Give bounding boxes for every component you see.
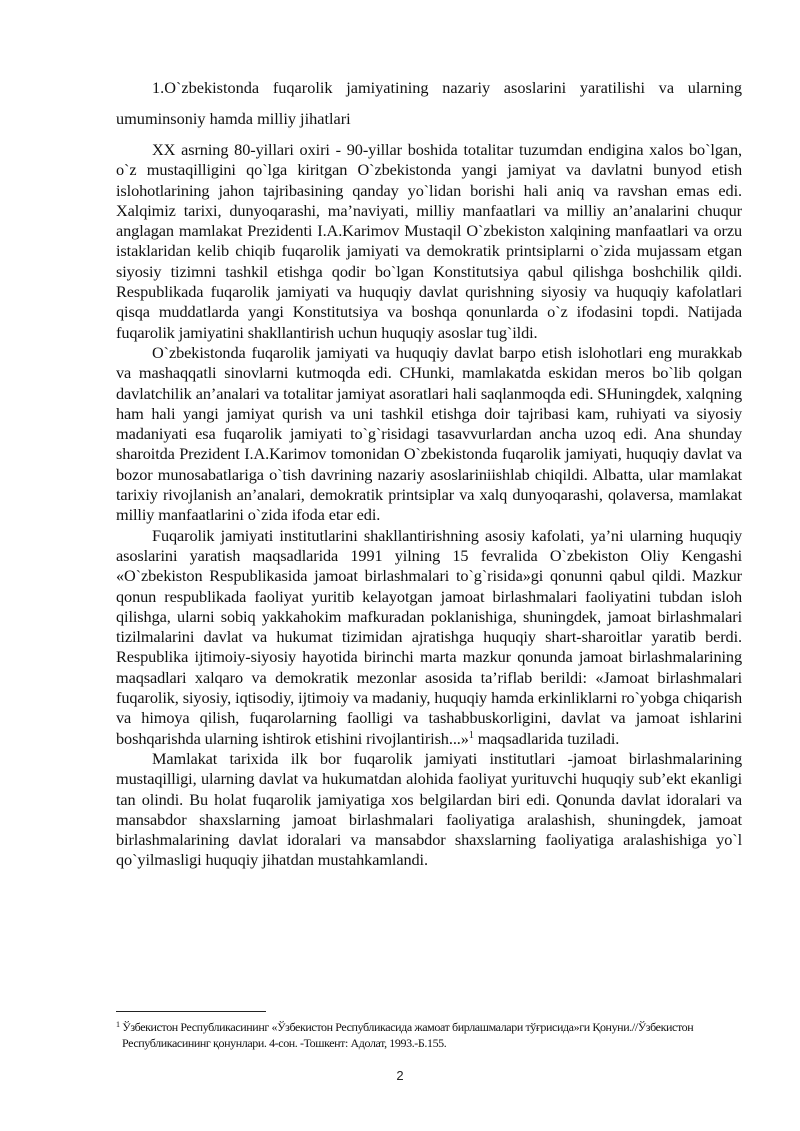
section-heading: 1.O`zbekistonda fuqarolik jamiyatining nazariy asoslarini yaratilishi va ularning umuminsoniy hamda milliy jihatlari (116, 78, 742, 128)
paragraph-3-text: Fuqarolik jamiyati institutlarini shakllantirishning asosiy kafolati, ya’ni ularning huquqiy asoslarini yaratish maqsadlarida 1991 yilning 15 fevralida O`zbekiston Oliy Kengashi «O`zbekiston Respublikasida jamoat birlashmalari to`g`risida»gi qonunni qabul qildi. Mazkur qonun respublikada faoliyat yuritib kelayotgan jamoat birlashmalari faoliyatini tubdan isloh qilishga, ularni sobiq yakkahokim mafkuradan poklanishiga, shuningdek, jamoat birlashmalari tizilmalarini davlat va hukumat tizimidan ajratishga huquqiy shart-sharoitlar yaratib berdi. Respublika ijtimoiy-siyosiy hayotida birinchi marta mazkur qonunda jamoat birlashmalarining maqsadlari xalqaro va demokratik mezonlar asosida ta’riflab berildi: «Jamoat birlashmalari fuqarolik, siyosiy, iqtisodiy, ijtimoiy va madaniy, huquqiy hamda erkinliklarni ro`yobga chiqarish va himoya qilish, fuqarolarning faolligi va tashabbuskorligini, davlat va jamoat ishlarini boshqarishda ularning ishtirok etishini rivojlantirish...» (116, 525, 742, 748)
footnote-separator (116, 1011, 266, 1012)
paragraph-3 (116, 526, 742, 749)
paragraph-2: O`zbekistonda fuqarolik jamiyati va huquqiy davlat barpo etish islohotlari eng murakkab va mashaqqatli sinovlarni kutmoqda edi. CHunki, mamlakatda eskidan meros bo`lib qolgan davlatchilik an’analari va totalitar jamiyat asoratlari hali saqlanmoqda edi. SHuningdek, xalqning ham hali yangi jamiyat qurish va uni tashkil etishga doir tajribasi kam, ruhiyati va siyosiy madaniyati esa fuqarolik jamiyati to`g`risidagi tasavvurlardan ancha uzoq edi. Ana shunday sharoitda Prezident I.A.Karimov tomonidan O`zbekistonda fuqarolik jamiyati, huquqiy davlat va bozor munosabatlariga o`tish davrining nazariy asoslariniishlab chiqildi. Albatta, ular mamlakat tarixiy rivojlanish an’analari, demokratik printsiplar va xalq dunyoqarashi, qolaversa, mamlakat milliy manfaatlarini o`zida ifoda etar edi. (116, 342, 742, 525)
footnote-line-1: Ўзбекистон Республикасининг «Ўзбекистон Республикасида жамоат бирлашмалари тўғрисида»ги Қонуни.//Ўзбекистон (122, 1020, 694, 1034)
footnote-marker: 1 (116, 1020, 120, 1029)
footnote (116, 1019, 742, 1051)
body-text (116, 72, 742, 871)
paragraph-3-tail: maqsadlarida tuziladi. (473, 728, 620, 748)
footnote-line-2: Республикасининг қонунлари. 4-сон. -Тошкент: Адолат, 1993.-Б.155. (122, 1036, 447, 1050)
page-number: 2 (396, 1068, 404, 1083)
paragraph-1: XX asrning 80-yillari oxiri - 90-yillar boshida totalitar tuzumdan endigina xalos bo`lgan, o`z mustaqilligini qo`lga kiritgan O`zbekistonda yangi jamiyat va davlatni bunyod etish islohotlarining jahon tajribasining qanday yo`lidan borishi hali aniq va ravshan emas edi. Xalqimiz tarixi, dunyoqarashi, ma’naviyati, milliy manfaatlari va milliy an’analarini chuqur anglagan mamlakat Prezidenti I.A.Karimov Mustaqil O`zbekiston xalqining manfaatlari va orzu istaklaridan kelib chiqib fuqarolik jamiyati va demokratik printsiplarni o`zida mujassam etgan siyosiy tizimni tashkil etishga qodir bo`lgan Konstitutsiya qabul qilishga boshchilik qildi. Respublikada fuqarolik jamiyati va huquqiy davlat qurishning siyosiy va huquqiy kafolatlari qisqa muddatlarda yangi Konstitutsiya va boshqa qonunlarda o`z ifodasini topdi. Natijada fuqarolik jamiyatini shakllantirish uchun huquqiy asoslar tug`ildi. (116, 140, 742, 342)
paragraph-4: Mamlakat tarixida ilk bor fuqarolik jamiyati institutlari -jamoat birlashmalarining mustaqilligi, ularning davlat va hukumatdan alohida faoliyat yurituvchi huquqiy sub’ekt ekanligi tan olindi. Bu holat fuqarolik jamiyatiga xos belgilardan biri edi. Qonunda davlat idoralari va mansabdor shaxslarning jamoat birlashmalari faoliyatiga aralashish, shuningdek, jamoat birlashmalarining davlat idoralari va mansabdor shaxslarning faoliyatiga aralashishiga yo`l qo`yilmasligi huquqiy jihatdan mustahkamlandi. (116, 748, 742, 870)
footnote-reference[interactable]: 1 (468, 729, 474, 741)
